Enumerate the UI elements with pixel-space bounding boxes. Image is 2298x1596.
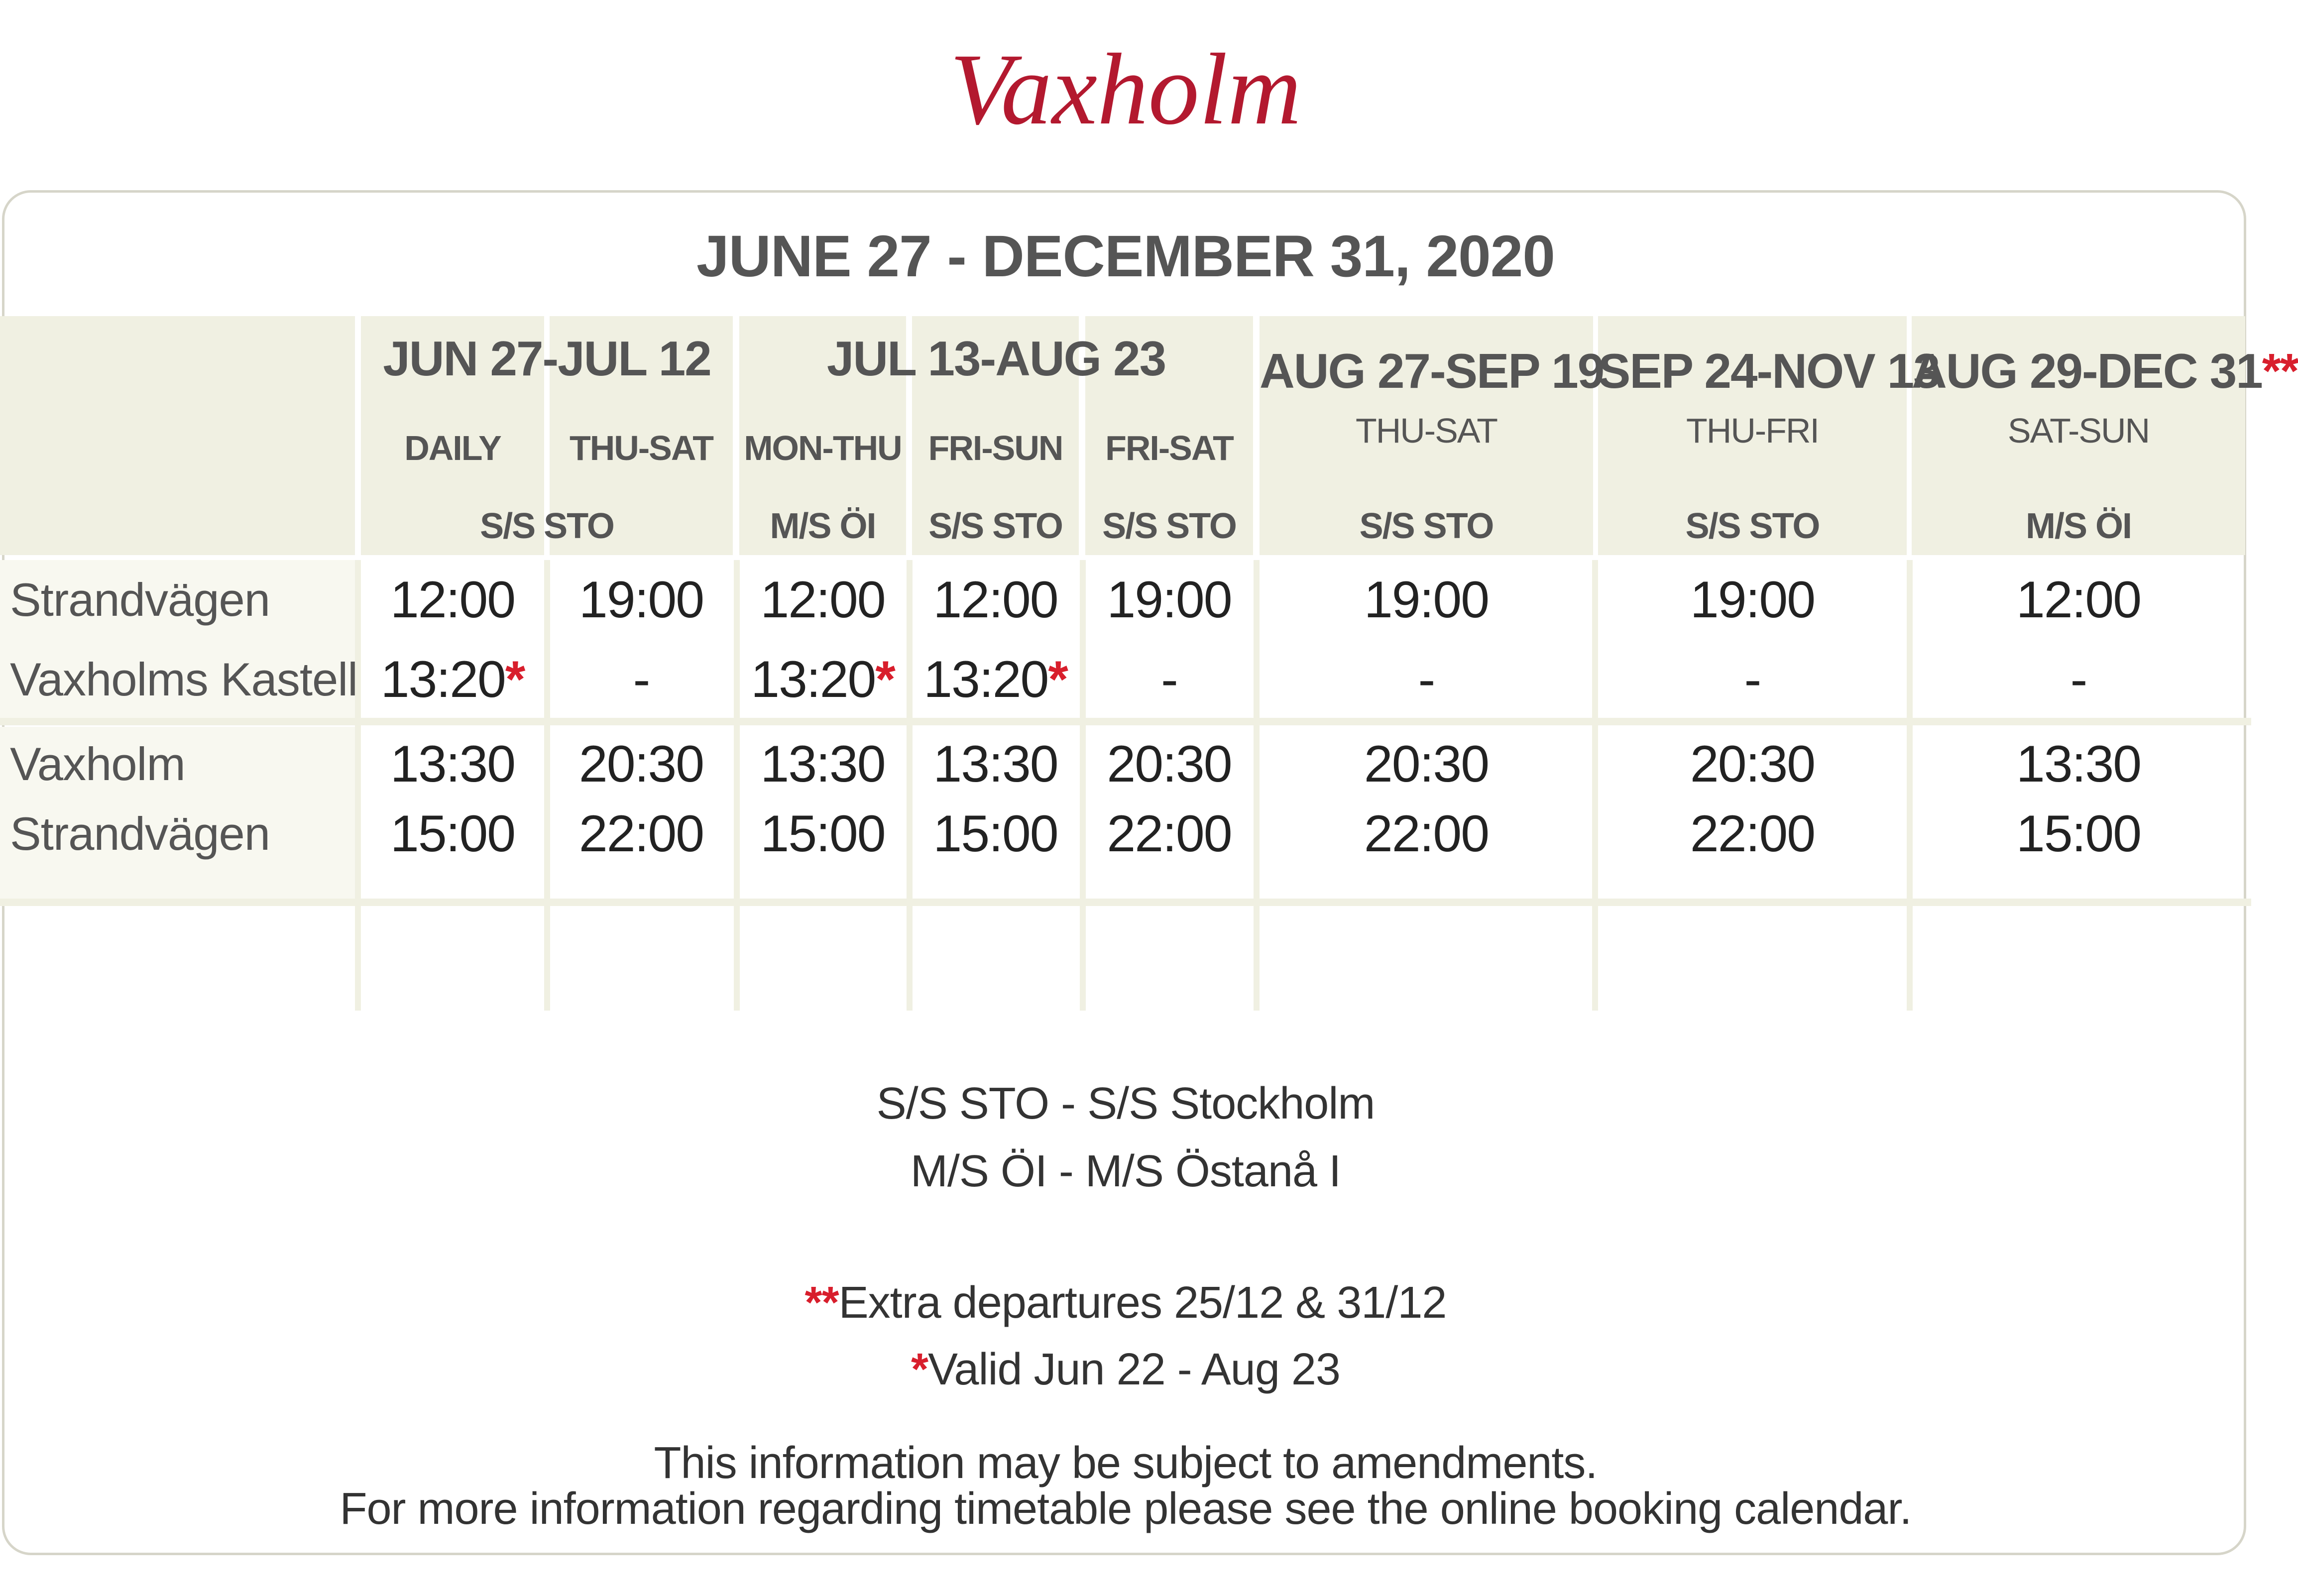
period-group-label: AUG 29-DEC 31** <box>1912 343 2298 398</box>
column-days-label: FRI-SAT <box>1105 429 1233 467</box>
vessel-label: S/S STO <box>1102 506 1236 546</box>
column-days-label: DAILY <box>404 429 501 467</box>
grid-line <box>355 560 361 1011</box>
departure-time: 13:30 <box>933 735 1058 793</box>
stop-name-outbound: Vaxholms Kastell <box>10 653 357 705</box>
departure-time: - <box>633 651 650 708</box>
period-group-label: JUL 13-AUG 23 <box>826 331 1166 386</box>
departure-time: - <box>1161 651 1177 708</box>
legend-line-sto: S/S STO - S/S Stockholm <box>876 1079 1375 1129</box>
departure-time: - <box>1744 651 1761 708</box>
asterisk-marker: * <box>911 1345 928 1394</box>
vessel-label: S/S STO <box>480 506 614 546</box>
departure-time: 15:00 <box>933 805 1058 863</box>
asterisk-marker: * <box>505 651 525 708</box>
departure-time: 13:30 <box>2016 735 2141 793</box>
disclaimer-line-2: For more information regarding timetable please see the online booking calendar. <box>340 1484 1912 1534</box>
period-group-label: AUG 27-SEP 19 <box>1260 343 1604 398</box>
double-asterisk-marker: ** <box>804 1278 839 1328</box>
departure-time: 15:00 <box>760 805 885 863</box>
vessel-label: S/S STO <box>1685 506 1820 546</box>
asterisk-marker: * <box>1048 651 1067 708</box>
departure-time: 12:00 <box>390 571 515 629</box>
vessel-label: M/S ÖI <box>2025 506 2131 546</box>
departure-time: 22:00 <box>1690 805 1815 863</box>
stop-name-outbound: Strandvägen <box>10 573 270 626</box>
departure-time: 15:00 <box>390 805 515 863</box>
departure-time: 19:00 <box>1690 571 1815 629</box>
note-extra-text: Extra departures 25/12 & 31/12 <box>838 1278 1447 1328</box>
departure-time: 20:30 <box>1690 735 1815 793</box>
vessel-label: S/S STO <box>928 506 1062 546</box>
column-days-label: FRI-SUN <box>928 429 1063 467</box>
departure-time: 22:00 <box>1107 805 1232 863</box>
note-valid-period <box>0 1342 2251 1397</box>
grid-line <box>1254 560 1260 1011</box>
departure-time: 20:30 <box>578 735 704 793</box>
period-group-label: JUN 27-JUL 12 <box>383 331 711 386</box>
departure-time: 13:20* <box>380 651 525 708</box>
departure-time: 13:20* <box>923 651 1067 708</box>
departure-time: 13:30 <box>390 735 515 793</box>
disclaimer-line-1: This information may be subject to amendments. <box>654 1438 1598 1488</box>
departure-time: 13:20* <box>751 651 895 708</box>
note-extra-departures <box>0 1275 2251 1330</box>
period-group-label: SEP 24-NOV 13 <box>1598 343 1940 398</box>
period-group-days: THU-FRI <box>1686 411 1819 450</box>
departure-time: 19:00 <box>1107 571 1232 629</box>
header-stop-column <box>0 316 355 555</box>
departure-time: 22:00 <box>578 805 704 863</box>
stop-name-return: Strandvägen <box>10 807 270 860</box>
departure-time: 12:00 <box>2016 571 2141 629</box>
legend-line-oi: M/S ÖI - M/S Östanå I <box>910 1146 1341 1196</box>
column-days-label: THU-SAT <box>570 429 713 467</box>
asterisk-marker: * <box>875 651 895 708</box>
column-days-label: MON-THU <box>744 429 902 467</box>
period-group-days: THU-SAT <box>1355 411 1497 450</box>
note-valid-text: Valid Jun 22 - Aug 23 <box>928 1345 1340 1394</box>
stop-name-return: Vaxholm <box>10 738 185 790</box>
grid-line <box>0 718 2251 725</box>
departure-time: 12:00 <box>760 571 885 629</box>
vessel-label: S/S STO <box>1359 506 1494 546</box>
double-asterisk-marker: ** <box>2262 343 2298 398</box>
departure-time: 19:00 <box>1364 571 1489 629</box>
departure-time: 12:00 <box>933 571 1058 629</box>
period-group-days: SAT-SUN <box>2007 411 2150 450</box>
departure-time: 20:30 <box>1107 735 1232 793</box>
page-title: Vaxholm <box>950 33 1301 146</box>
departure-time: 13:30 <box>760 735 885 793</box>
grid-line <box>0 899 2251 906</box>
departure-time: - <box>2070 651 2087 708</box>
validity-period: JUNE 27 - DECEMBER 31, 2020 <box>696 224 1555 289</box>
departure-time: - <box>1418 651 1435 708</box>
departure-time: 22:00 <box>1364 805 1489 863</box>
vessel-label: M/S ÖI <box>770 506 876 546</box>
departure-time: 15:00 <box>2016 805 2141 863</box>
departure-time: 20:30 <box>1364 735 1489 793</box>
departure-time: 19:00 <box>578 571 704 629</box>
